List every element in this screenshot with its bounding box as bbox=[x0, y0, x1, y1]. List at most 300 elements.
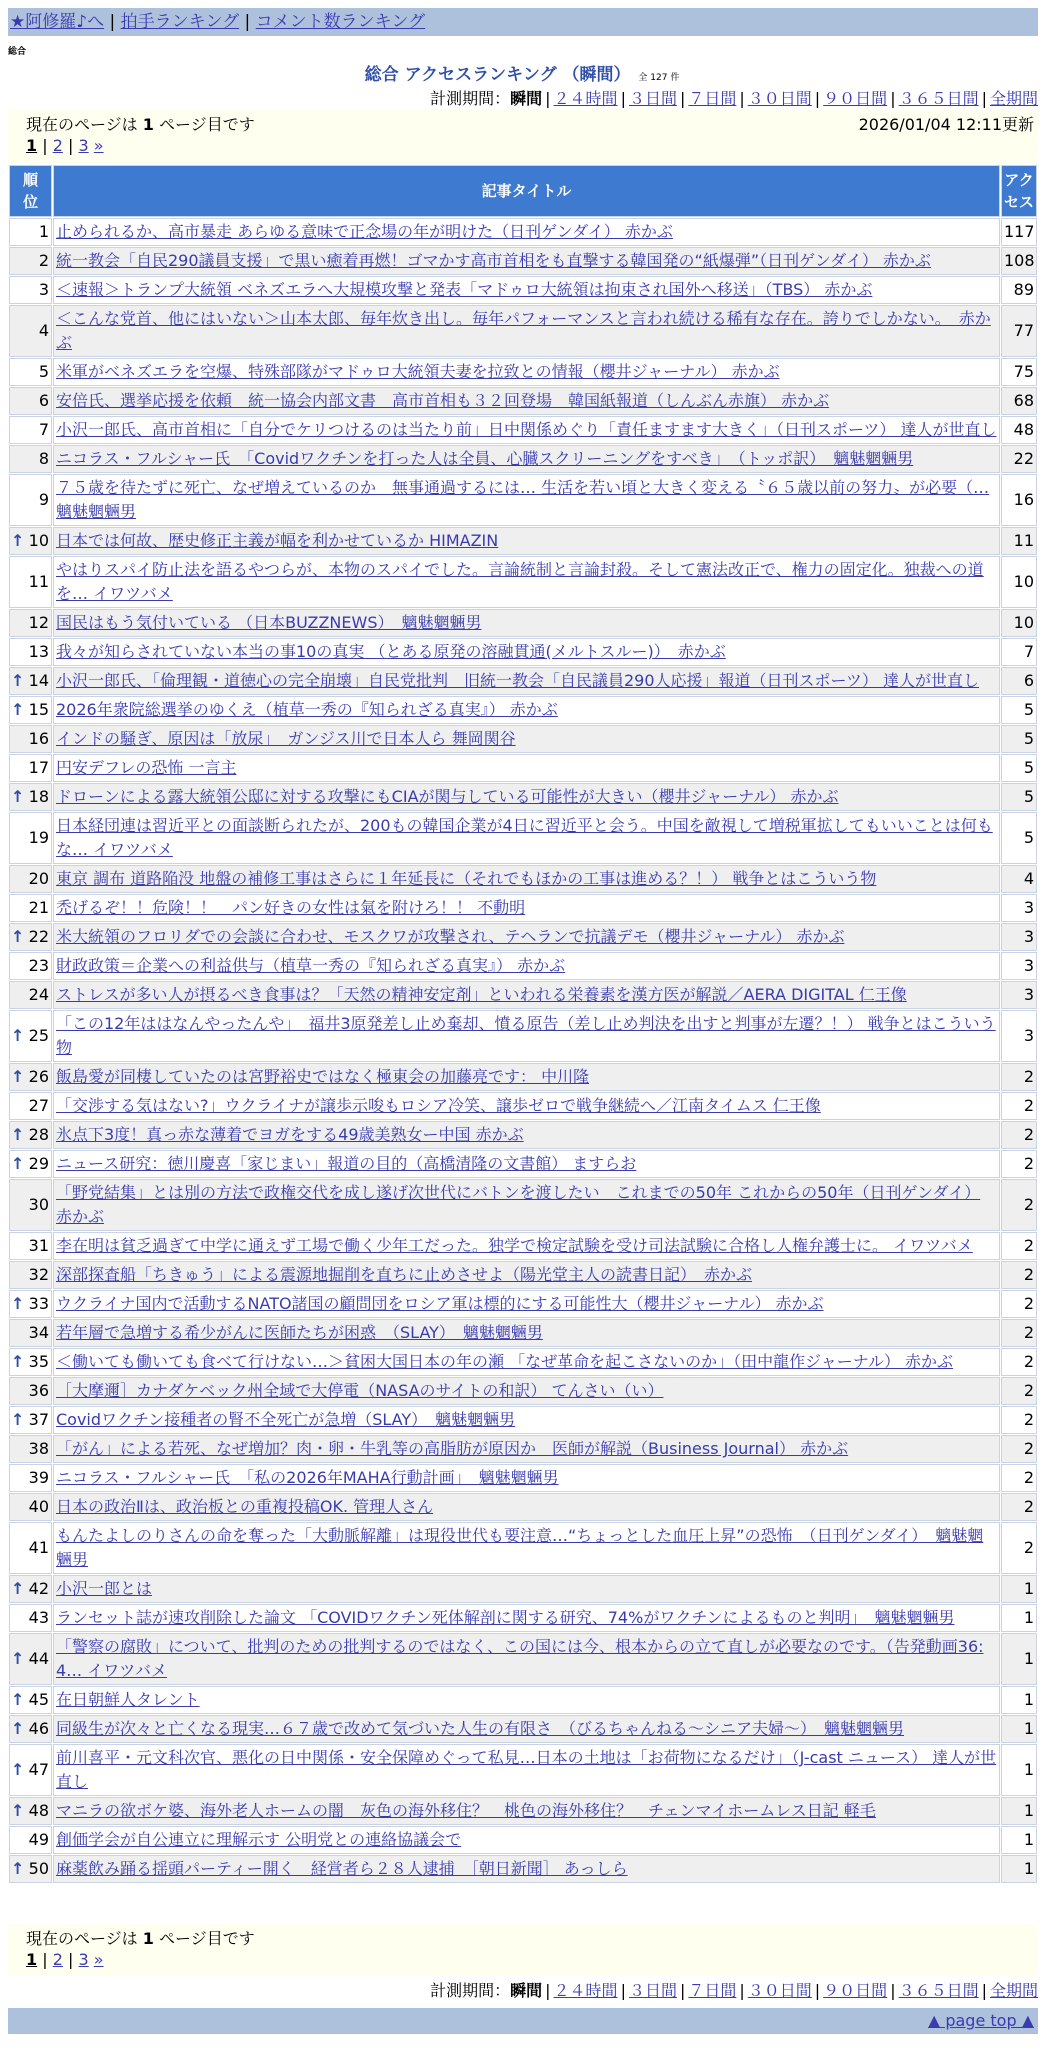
rank-up-arrow-icon: ↑ bbox=[11, 1067, 25, 1086]
title-cell bbox=[53, 1406, 1000, 1434]
title-cell bbox=[53, 1319, 1000, 1347]
rank-number: 10 bbox=[28, 531, 49, 550]
article-link[interactable]: 「野党結集」とは別の方法で政権交代を成し遂げ次世代にバトンを渡したい これまでの50年 これからの50年（日刊ゲンダイ） 赤かぶ bbox=[56, 1183, 981, 1226]
table-row bbox=[9, 812, 1037, 864]
rank-cell bbox=[9, 609, 52, 637]
table-row bbox=[9, 1150, 1037, 1178]
rank-cell bbox=[9, 783, 52, 811]
table-row bbox=[9, 1464, 1037, 1492]
access-count: 5 bbox=[1001, 696, 1037, 724]
article-link[interactable]: 飯島愛が同棲していたのは宮野裕史ではなく極東会の加藤亮です： 中川隆 bbox=[56, 1067, 590, 1086]
article-link[interactable]: 「この12年ははなんやったんや」 福井3原発差し止め棄却、憤る原告（差し止め判決を出すと判事が左遷？！） 戦争とはこういう物 bbox=[56, 1014, 996, 1057]
rank-number: 3 bbox=[38, 280, 49, 299]
article-link[interactable]: ニコラス・フルシャー氏 「私の2026年MAHA行動計画」 魑魅魍魎男 bbox=[56, 1468, 559, 1487]
rank-number: 9 bbox=[38, 490, 49, 509]
article-link[interactable]: 我々が知らされていない本当の事10の真実 （とある原発の溶融貫通(メルトスルー)） 赤かぶ bbox=[56, 642, 726, 661]
title-cell bbox=[53, 556, 1000, 608]
title-cell bbox=[53, 1348, 1000, 1376]
rank-cell bbox=[9, 812, 52, 864]
article-link[interactable]: マニラの欲ボケ婆、海外老人ホームの闇 灰色の海外移住？ 桃色の海外移住？ チェンマイホームレス日記 軽毛 bbox=[56, 1801, 876, 1820]
rank-number: 40 bbox=[28, 1497, 49, 1516]
rank-number: 7 bbox=[38, 420, 49, 439]
rank-number: 29 bbox=[28, 1154, 49, 1173]
rank-cell bbox=[9, 247, 52, 275]
table-row bbox=[9, 952, 1037, 980]
rank-cell bbox=[9, 1179, 52, 1231]
rank-cell bbox=[9, 1744, 52, 1796]
article-link[interactable]: もんたよしのりさんの命を奪った「大動脈解離」は現役世代も要注意…“ちょっとした血圧上昇”の恐怖 （日刊ゲンダイ） 魑魅魍魎男 bbox=[56, 1526, 984, 1569]
pager-next[interactable]: » bbox=[93, 136, 104, 155]
title-cell bbox=[53, 667, 1000, 695]
title-cell bbox=[53, 1464, 1000, 1492]
nav-link-clap-ranking[interactable]: 拍手ランキング bbox=[120, 12, 240, 32]
rank-number: 33 bbox=[28, 1294, 49, 1313]
rank-number: 39 bbox=[28, 1468, 49, 1487]
table-row bbox=[9, 218, 1037, 246]
table-row bbox=[9, 1261, 1037, 1289]
access-count: 77 bbox=[1001, 305, 1037, 357]
rank-number: 5 bbox=[38, 362, 49, 381]
article-link[interactable]: ドローンによる露大統領公邸に対する攻撃にもCIAが関与している可能性が大きい（櫻井ジャーナル） 赤かぶ bbox=[56, 787, 839, 806]
rank-cell bbox=[9, 276, 52, 304]
rank-cell bbox=[9, 923, 52, 951]
rank-number: 43 bbox=[28, 1608, 49, 1627]
access-count: 10 bbox=[1001, 556, 1037, 608]
rank-cell bbox=[9, 445, 52, 473]
period-link-7d[interactable]: ７日間 bbox=[688, 89, 737, 108]
rank-cell bbox=[9, 1063, 52, 1091]
table-row bbox=[9, 638, 1037, 666]
table-row bbox=[9, 247, 1037, 275]
title-cell bbox=[53, 1797, 1000, 1825]
title-cell bbox=[53, 1092, 1000, 1120]
access-count: 68 bbox=[1001, 387, 1037, 415]
period-link-30d[interactable]: ３０日間 bbox=[747, 89, 812, 108]
table-row bbox=[9, 1855, 1037, 1883]
period-link-24h[interactable]: ２４時間 bbox=[553, 1981, 618, 2000]
article-link[interactable]: Covidワクチン接種者の腎不全死亡が急増（SLAY） 魑魅魍魎男 bbox=[56, 1410, 516, 1429]
access-count: 2 bbox=[1001, 1348, 1037, 1376]
access-count: 5 bbox=[1001, 754, 1037, 782]
rank-number: 13 bbox=[28, 642, 49, 661]
table-row bbox=[9, 725, 1037, 753]
rank-up-arrow-icon: ↑ bbox=[11, 1352, 25, 1371]
rank-cell bbox=[9, 387, 52, 415]
article-link[interactable]: ［大摩邇］カナダケベック州全域で大停電（NASAのサイトの和訳） てんさい（い） bbox=[56, 1381, 664, 1400]
article-link[interactable]: 統一教会「自民290議員支援」で黒い癒着再燃！ゴマかす高市首相をも直撃する韓国発の“紙爆弾”（日刊ゲンダイ） 赤かぶ bbox=[56, 251, 931, 270]
rank-number: 38 bbox=[28, 1439, 49, 1458]
title-cell bbox=[53, 1232, 1000, 1260]
nav-separator: | bbox=[109, 12, 116, 32]
rank-cell bbox=[9, 358, 52, 386]
access-count: 2 bbox=[1001, 1464, 1037, 1492]
article-link[interactable]: 財政政策＝企業への利益供与（植草一秀の『知られざる真実』） 赤かぶ bbox=[56, 956, 566, 975]
current-page-text: 現在のページは 1 ページ目です bbox=[26, 115, 255, 134]
rank-cell bbox=[9, 305, 52, 357]
table-row bbox=[9, 305, 1037, 357]
rank-up-arrow-icon: ↑ bbox=[11, 671, 25, 690]
table-row bbox=[9, 276, 1037, 304]
pager-link-2[interactable]: 2 bbox=[52, 136, 63, 155]
title-cell bbox=[53, 1604, 1000, 1632]
rank-up-arrow-icon: ↑ bbox=[11, 1690, 25, 1709]
rank-cell bbox=[9, 894, 52, 922]
article-link[interactable]: 小沢一郎氏、高市首相に「自分でケリつけるのは当たり前」日中関係めぐり「責任ますます大きく」（日刊スポーツ） 達人が世直し bbox=[56, 420, 997, 439]
access-count: 1 bbox=[1001, 1575, 1037, 1603]
pager-link-3[interactable]: 3 bbox=[78, 1950, 89, 1969]
rank-cell bbox=[9, 1715, 52, 1743]
article-link[interactable]: 小沢一郎とは bbox=[56, 1579, 153, 1598]
access-count: 2 bbox=[1001, 1406, 1037, 1434]
access-count: 1 bbox=[1001, 1744, 1037, 1796]
article-link[interactable]: 創価学会が自公連立に理解示す 公明党との連絡協議会で bbox=[56, 1830, 462, 1849]
article-link[interactable]: 前川喜平・元文科次官、悪化の日中関係・安全保障めぐって私見…日本の土地は「お荷物になるだけ」（J-cast ニュース） 達人が世直し bbox=[56, 1748, 997, 1791]
title-cell bbox=[53, 1715, 1000, 1743]
access-count: 5 bbox=[1001, 725, 1037, 753]
page-title bbox=[0, 60, 1044, 85]
article-link[interactable]: ランセット誌が速攻削除した論文 「COVIDワクチン死体解剖に関する研究、74%がワクチンによるものと判明」 魑魅魍魎男 bbox=[56, 1608, 955, 1627]
access-count: 1 bbox=[1001, 1604, 1037, 1632]
article-link[interactable]: ７５歳を待たずに死亡、なぜ増えているのか 無事通過するには… 生活を若い頃と大きく変える〝６５歳以前の努力〟が必要（… 魑魅魍魎男 bbox=[56, 478, 990, 521]
title-cell bbox=[53, 981, 1000, 1009]
article-link[interactable]: ニコラス・フルシャー氏 「Covidワクチンを打った人は全員、心臓スクリーニングをすべき」 （トッポ訳） 魑魅魍魎男 bbox=[56, 449, 914, 468]
period-link-7d[interactable]: ７日間 bbox=[688, 1981, 737, 2000]
period-label: 計測期間： bbox=[430, 89, 511, 108]
article-link[interactable]: 「交渉する気はない?」ウクライナが譲歩示唆もロシア冷笑、譲歩ゼロで戦争継続へ／江南タイムス 仁王像 bbox=[56, 1096, 821, 1115]
rank-cell bbox=[9, 1290, 52, 1318]
ranking-table bbox=[8, 164, 1038, 1884]
rank-up-arrow-icon: ↑ bbox=[11, 1719, 25, 1738]
article-link[interactable]: 麻薬飲み踊る揺頭パーティー開く 経営者ら２８人逮捕 ［朝日新聞］ あっしら bbox=[56, 1859, 628, 1878]
access-count: 1 bbox=[1001, 1797, 1037, 1825]
access-count: 4 bbox=[1001, 865, 1037, 893]
rank-up-arrow-icon: ↑ bbox=[11, 1410, 25, 1429]
rank-cell bbox=[9, 218, 52, 246]
title-cell bbox=[53, 416, 1000, 444]
article-link[interactable]: インドの騒ぎ、原因は「放尿」 ガンジス川で日本人ら 舞岡関谷 bbox=[56, 729, 516, 748]
access-count: 7 bbox=[1001, 638, 1037, 666]
article-link[interactable]: ＜こんな党首、他にはいない＞山本太郎、毎年炊き出し。毎年パフォーマンスと言われ続ける稀有な存在。誇りでしかない。 赤かぶ bbox=[56, 309, 991, 352]
pager-link-2[interactable]: 2 bbox=[52, 1950, 63, 1969]
title-cell bbox=[53, 609, 1000, 637]
table-header-row bbox=[9, 165, 1037, 217]
table-row bbox=[9, 1633, 1037, 1685]
table-row bbox=[9, 1290, 1037, 1318]
rank-number: 41 bbox=[28, 1538, 49, 1557]
access-count: 2 bbox=[1001, 1063, 1037, 1091]
rank-cell bbox=[9, 667, 52, 695]
access-count: 3 bbox=[1001, 1010, 1037, 1062]
rank-number: 34 bbox=[28, 1323, 49, 1342]
rank-cell bbox=[9, 1435, 52, 1463]
table-row bbox=[9, 1232, 1037, 1260]
rank-cell bbox=[9, 1348, 52, 1376]
article-link[interactable]: やはりスパイ防止法を語るやつらが、本物のスパイでした。言論統制と言論封殺。そして憲法改正で、権力の固定化。独裁への道を… イワツバメ bbox=[56, 560, 984, 603]
title-cell bbox=[53, 1575, 1000, 1603]
rank-number: 15 bbox=[28, 700, 49, 719]
rank-number: 45 bbox=[28, 1690, 49, 1709]
article-link[interactable]: 日本の政治Ⅱは、政治板との重複投稿OK. 管理人さん bbox=[56, 1497, 434, 1516]
updated-time: 2026/01/04 12:11更新 bbox=[858, 115, 1034, 134]
rank-cell bbox=[9, 1826, 52, 1854]
article-link[interactable]: 安倍氏、選挙応援を依頼 統一協会内部文書 高市首相も３２回登場 韓国紙報道（しんぶん赤旗） 赤かぶ bbox=[56, 391, 830, 410]
period-selector-top: 計測期間：瞬間 | ２４時間 | ３日間 | ７日間 | ３０日間 | ９０日間 | ３６５日間 | 全期間 bbox=[430, 89, 1038, 108]
rank-cell bbox=[9, 754, 52, 782]
title-cell bbox=[53, 1744, 1000, 1796]
rank-number: 12 bbox=[28, 613, 49, 632]
title-cell bbox=[53, 1121, 1000, 1149]
article-link[interactable]: 「警察の腐敗」について、批判のための批判するのではなく、この国には今、根本からの立て直しが必要なのです。（告発動画36:4… イワツバメ bbox=[56, 1637, 984, 1680]
article-link[interactable]: 東京 調布 道路陥没 地盤の補修工事はさらに１年延長に（それでもほかの工事は進める？！） 戦争とはこういう物 bbox=[56, 869, 877, 888]
table-row bbox=[9, 527, 1037, 555]
article-link[interactable]: 円安デフレの恐怖 一言主 bbox=[56, 758, 237, 777]
title-cell bbox=[53, 696, 1000, 724]
table-row bbox=[9, 1435, 1037, 1463]
rank-up-arrow-icon: ↑ bbox=[11, 1026, 25, 1045]
rank-cell bbox=[9, 416, 52, 444]
nav-separator: | bbox=[244, 12, 251, 32]
table-row bbox=[9, 445, 1037, 473]
period-link-90d[interactable]: ９０日間 bbox=[823, 89, 888, 108]
rank-cell bbox=[9, 1633, 52, 1685]
title-cell bbox=[53, 952, 1000, 980]
article-link[interactable]: ＜速報＞トランプ大統領 ベネズエラへ大規模攻撃と発表「マドゥロ大統領は拘束され国外へ移送」（TBS） 赤かぶ bbox=[56, 280, 873, 299]
article-link[interactable]: 日本では何故、歴史修正主義が幅を利かせているか HIMAZIN bbox=[56, 531, 499, 550]
article-link[interactable]: ストレスが多い人が摂るべき食事は？「天然の精神安定剤」といわれる栄養素を漢方医が解説／AERA DIGITAL 仁王像 bbox=[56, 985, 907, 1004]
title-cell bbox=[53, 1493, 1000, 1521]
article-link[interactable]: 氷点下3度！真っ赤な薄着でヨガをする49歳美熟女ー中国 赤かぶ bbox=[56, 1125, 524, 1144]
pager-bottom: 1 | 2 | 3 » bbox=[26, 1950, 104, 1969]
rank-number: 31 bbox=[28, 1236, 49, 1255]
rank-number: 48 bbox=[28, 1801, 49, 1820]
page-info-bottom bbox=[8, 1924, 1038, 1976]
access-count: 1 bbox=[1001, 1686, 1037, 1714]
rank-number: 36 bbox=[28, 1381, 49, 1400]
table-row bbox=[9, 1686, 1037, 1714]
access-count: 2 bbox=[1001, 1493, 1037, 1521]
rank-number: 19 bbox=[28, 828, 49, 847]
article-link[interactable]: 同級生が次々と亡くなる現実…６７歳で改めて気づいた人生の有限さ （びるちゃんねる～シニア夫婦～） 魑魅魍魎男 bbox=[56, 1719, 905, 1738]
title-cell bbox=[53, 445, 1000, 473]
title-cell bbox=[53, 387, 1000, 415]
access-count: 1 bbox=[1001, 1633, 1037, 1685]
table-row bbox=[9, 474, 1037, 526]
rank-cell bbox=[9, 1686, 52, 1714]
rank-cell bbox=[9, 1150, 52, 1178]
access-count: 3 bbox=[1001, 923, 1037, 951]
title-cell bbox=[53, 247, 1000, 275]
header-title: 記事タイトル bbox=[53, 165, 1000, 217]
rank-cell bbox=[9, 1319, 52, 1347]
article-link[interactable]: 禿げるぞ！！危険！！ パン好きの女性は氣を附けろ！！ 不動明 bbox=[56, 898, 526, 917]
rank-cell bbox=[9, 1464, 52, 1492]
access-count: 75 bbox=[1001, 358, 1037, 386]
table-row bbox=[9, 416, 1037, 444]
nav-link-ashura[interactable]: ★阿修羅♪へ bbox=[10, 12, 105, 32]
table-row bbox=[9, 1348, 1037, 1376]
rank-cell bbox=[9, 638, 52, 666]
rank-number: 1 bbox=[38, 222, 49, 241]
title-cell bbox=[53, 474, 1000, 526]
access-count: 2 bbox=[1001, 1290, 1037, 1318]
rank-cell bbox=[9, 1261, 52, 1289]
pager-next[interactable]: » bbox=[93, 1950, 104, 1969]
table-row bbox=[9, 556, 1037, 608]
page-top-link[interactable]: ▲ page top ▲ bbox=[927, 2011, 1034, 2030]
table-row bbox=[9, 981, 1037, 1009]
period-selector-bottom: 計測期間：瞬間 | ２４時間 | ３日間 | ７日間 | ３０日間 | ９０日間 | ３６５日間 | 全期間 bbox=[430, 1981, 1038, 2000]
period-selected: 瞬間 bbox=[510, 89, 543, 108]
nav-link-comment-ranking[interactable]: コメント数ランキング bbox=[255, 12, 426, 32]
rank-number: 26 bbox=[28, 1067, 49, 1086]
rank-number: 8 bbox=[38, 449, 49, 468]
current-page-text: 現在のページは 1 ページ目です bbox=[26, 1929, 255, 1948]
rank-number: 22 bbox=[28, 927, 49, 946]
rank-cell bbox=[9, 952, 52, 980]
rank-number: 46 bbox=[28, 1719, 49, 1738]
rank-number: 37 bbox=[28, 1410, 49, 1429]
title-cell bbox=[53, 1063, 1000, 1091]
rank-number: 18 bbox=[28, 787, 49, 806]
rank-up-arrow-icon: ↑ bbox=[11, 927, 25, 946]
table-row bbox=[9, 667, 1037, 695]
article-link[interactable]: 日本経団連は習近平との面談断られたが、200もの韓国企業が4日に習近平と会う。中国を敵視して増税軍拡してもいいことは何もな… イワツバメ bbox=[56, 816, 993, 859]
header-rank: 順位 bbox=[9, 165, 52, 217]
rank-cell bbox=[9, 1797, 52, 1825]
rank-cell bbox=[9, 1121, 52, 1149]
access-count: 2 bbox=[1001, 1319, 1037, 1347]
access-count: 3 bbox=[1001, 894, 1037, 922]
rank-up-arrow-icon: ↑ bbox=[11, 1294, 25, 1313]
table-row bbox=[9, 1319, 1037, 1347]
rank-number: 23 bbox=[28, 956, 49, 975]
period-link-365d[interactable]: ３６５日間 bbox=[898, 1981, 979, 2000]
rank-cell bbox=[9, 865, 52, 893]
table-row bbox=[9, 1377, 1037, 1405]
rank-up-arrow-icon: ↑ bbox=[11, 1649, 25, 1668]
article-link[interactable]: ウクライナ国内で活動するNATO諸国の顧問団をロシア軍は標的にする可能性大（櫻井ジャーナル） 赤かぶ bbox=[56, 1294, 824, 1313]
rank-number: 27 bbox=[28, 1096, 49, 1115]
period-link-30d[interactable]: ３０日間 bbox=[747, 1981, 812, 2000]
access-count: 22 bbox=[1001, 445, 1037, 473]
article-link[interactable]: 李在明は貧乏過ぎて中学に通えず工場で働く少年工だった。独学で検定試験を受け司法試験に合格し人権弁護士に。 イワツバメ bbox=[56, 1236, 973, 1255]
rank-cell bbox=[9, 1604, 52, 1632]
access-count: 2 bbox=[1001, 1121, 1037, 1149]
rank-cell bbox=[9, 1406, 52, 1434]
rank-cell bbox=[9, 1522, 52, 1574]
table-row bbox=[9, 1092, 1037, 1120]
table-row bbox=[9, 1604, 1037, 1632]
ranking-body bbox=[9, 218, 1037, 1883]
title-cell bbox=[53, 638, 1000, 666]
title-cell bbox=[53, 1826, 1000, 1854]
title-cell bbox=[53, 1686, 1000, 1714]
footer-bar bbox=[8, 2008, 1038, 2034]
rank-number: 21 bbox=[28, 898, 49, 917]
rank-up-arrow-icon: ↑ bbox=[11, 531, 25, 550]
access-count: 3 bbox=[1001, 952, 1037, 980]
access-count: 10 bbox=[1001, 609, 1037, 637]
title-cell bbox=[53, 754, 1000, 782]
rank-number: 6 bbox=[38, 391, 49, 410]
article-link[interactable]: 国民はもう気付いている （日本BUZZNEWS） 魑魅魍魎男 bbox=[56, 613, 482, 632]
access-count: 117 bbox=[1001, 218, 1037, 246]
top-nav-bar bbox=[8, 8, 1038, 36]
period-link-365d[interactable]: ３６５日間 bbox=[898, 89, 979, 108]
period-link-90d[interactable]: ９０日間 bbox=[823, 1981, 888, 2000]
article-link[interactable]: 若年層で急増する希少がんに医師たちが困惑 （SLAY） 魑魅魍魎男 bbox=[56, 1323, 543, 1342]
article-link[interactable]: ＜働いても働いても食べて行けない…＞貧困大国日本の年の瀬 「なぜ革命を起こさないのか」（田中龍作ジャーナル） 赤かぶ bbox=[56, 1352, 954, 1371]
article-link[interactable]: 止められるか、高市暴走 あらゆる意味で正念場の年が明けた（日刊ゲンダイ） 赤かぶ bbox=[56, 222, 673, 241]
title-cell bbox=[53, 1435, 1000, 1463]
period-label: 計測期間： bbox=[430, 1981, 511, 2000]
title-cell bbox=[53, 358, 1000, 386]
rank-up-arrow-icon: ↑ bbox=[11, 1154, 25, 1173]
period-link-all[interactable]: 全期間 bbox=[989, 1981, 1038, 2000]
title-cell bbox=[53, 1150, 1000, 1178]
access-count: 2 bbox=[1001, 1261, 1037, 1289]
article-link[interactable]: 米軍がベネズエラを空爆、特殊部隊がマドゥロ大統領夫妻を拉致との情報（櫻井ジャーナル） 赤かぶ bbox=[56, 362, 780, 381]
article-link[interactable]: 2026年衆院総選挙のゆくえ（植草一秀の『知られざる真実』） 赤かぶ bbox=[56, 700, 558, 719]
article-link[interactable]: 小沢一郎氏、「倫理観・道徳心の完全崩壊」自民党批判 旧統一教会「自民議員290人応援」報道（日刊スポーツ） 達人が世直し bbox=[56, 671, 979, 690]
access-count: 2 bbox=[1001, 1232, 1037, 1260]
rank-number: 4 bbox=[38, 321, 49, 340]
rank-number: 2 bbox=[38, 251, 49, 270]
access-count: 6 bbox=[1001, 667, 1037, 695]
table-row bbox=[9, 1522, 1037, 1574]
rank-number: 32 bbox=[28, 1265, 49, 1284]
access-count: 2 bbox=[1001, 1179, 1037, 1231]
article-link[interactable]: 「がん」による若死、なぜ増加？肉・卵・牛乳等の高脂肪が原因か 医師が解説（Business Journal） 赤かぶ bbox=[56, 1439, 849, 1458]
article-link[interactable]: 米大統領のフロリダでの会談に合わせ、モスクワが攻撃され、テヘランで抗議デモ（櫻井ジャーナル） 赤かぶ bbox=[56, 927, 845, 946]
pager-link-3[interactable]: 3 bbox=[78, 136, 89, 155]
article-link[interactable]: 在日朝鮮人タレント bbox=[56, 1690, 200, 1709]
table-row bbox=[9, 1179, 1037, 1231]
title-cell bbox=[53, 1633, 1000, 1685]
rank-number: 44 bbox=[28, 1649, 49, 1668]
title-cell bbox=[53, 1522, 1000, 1574]
rank-cell bbox=[9, 1232, 52, 1260]
title-cell bbox=[53, 783, 1000, 811]
page-info-top bbox=[8, 110, 1038, 164]
article-link[interactable]: ニュース研究：徳川慶喜「家じまい」報道の目的（高橋清隆の文書館） ますらお bbox=[56, 1154, 637, 1173]
title-cell bbox=[53, 527, 1000, 555]
access-count: 11 bbox=[1001, 527, 1037, 555]
access-count: 3 bbox=[1001, 981, 1037, 1009]
title-cell bbox=[53, 1261, 1000, 1289]
total-count: 全 127 件 bbox=[638, 73, 680, 83]
rank-number: 16 bbox=[28, 729, 49, 748]
title-cell bbox=[53, 812, 1000, 864]
table-row bbox=[9, 1715, 1037, 1743]
table-row bbox=[9, 1063, 1037, 1091]
period-link-3d[interactable]: ３日間 bbox=[628, 1981, 677, 2000]
period-link-24h[interactable]: ２４時間 bbox=[553, 89, 618, 108]
period-link-3d[interactable]: ３日間 bbox=[628, 89, 677, 108]
table-row bbox=[9, 923, 1037, 951]
article-link[interactable]: 深部探査船「ちきゅう」による震源地掘削を直ちに止めさせよ（陽光堂主人の読書日記） 赤かぶ bbox=[56, 1265, 753, 1284]
period-link-all[interactable]: 全期間 bbox=[989, 89, 1038, 108]
rank-number: 42 bbox=[28, 1579, 49, 1598]
title-cell bbox=[53, 725, 1000, 753]
rank-number: 47 bbox=[28, 1760, 49, 1779]
table-row bbox=[9, 1575, 1037, 1603]
table-row bbox=[9, 609, 1037, 637]
rank-number: 35 bbox=[28, 1352, 49, 1371]
table-row bbox=[9, 1010, 1037, 1062]
table-row bbox=[9, 1797, 1037, 1825]
title-cell bbox=[53, 305, 1000, 357]
